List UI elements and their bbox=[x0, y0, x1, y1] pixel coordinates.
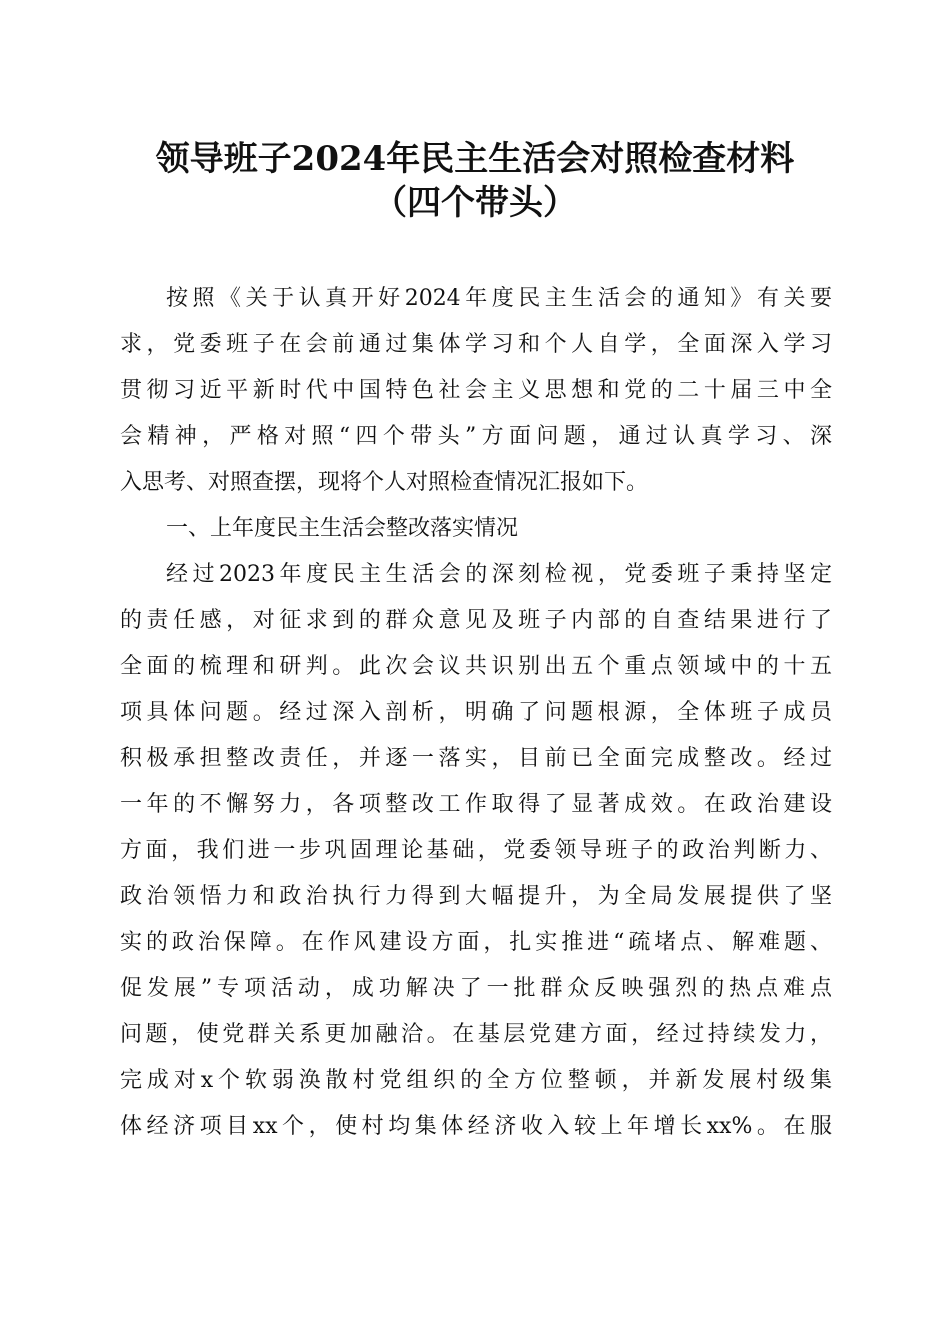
section-line: 积极承担整改责任，并逐一落实，目前已全面完成整改。经过 bbox=[120, 746, 832, 771]
section-line: 项具体问题。经过深入剖析，明确了问题根源，全体班子成员 bbox=[120, 700, 832, 725]
section-line: 的责任感，对征求到的群众意见及班子内部的自查结果进行了 bbox=[120, 608, 832, 633]
section-line: 经过2023年度民主生活会的深刻检视，党委班子秉持坚定 bbox=[166, 562, 832, 587]
intro-line: 入思考、对照查摆，现将个人对照检查情况汇报如下。 bbox=[120, 470, 649, 495]
section-line: 全面的梳理和研判。此次会议共识别出五个重点领域中的十五 bbox=[120, 654, 832, 679]
section-line: 实的政治保障。在作风建设方面，扎实推进“疏堵点、解难题、 bbox=[120, 930, 832, 955]
section-line: 问题，使党群关系更加融洽。在基层党建方面，经过持续发力， bbox=[120, 1022, 832, 1047]
section-heading: 一、上年度民主生活会整改落实情况 bbox=[166, 516, 519, 541]
document-body bbox=[120, 280, 832, 1154]
intro-line: 贯彻习近平新时代中国特色社会主义思想和党的二十届三中全 bbox=[120, 378, 832, 403]
section-line: 方面，我们进一步巩固理论基础，党委领导班子的政治判断力、 bbox=[120, 838, 832, 863]
section-line: 一年的不懈努力，各项整改工作取得了显著成效。在政治建设 bbox=[120, 792, 832, 817]
intro-line: 会精神，严格对照“四个带头”方面问题，通过认真学习、深 bbox=[120, 424, 832, 449]
section-line: 体经济项目xx个，使村均集体经济收入较上年增长xx%。在服 bbox=[120, 1114, 832, 1139]
intro-line: 求，党委班子在会前通过集体学习和个人自学，全面深入学习 bbox=[120, 332, 832, 357]
section-line: 促发展”专项活动，成功解决了一批群众反映强烈的热点难点 bbox=[120, 976, 832, 1001]
intro-line: 按照《关于认真开好2024年度民主生活会的通知》有关要 bbox=[166, 286, 832, 311]
section-line: 完成对x个软弱涣散村党组织的全方位整顿，并新发展村级集 bbox=[120, 1068, 832, 1093]
section-line: 政治领悟力和政治执行力得到大幅提升，为全局发展提供了坚 bbox=[120, 884, 832, 909]
document-subtitle: （四个带头） bbox=[373, 183, 577, 223]
document-title: 领导班子2024年民主生活会对照检查材料 bbox=[155, 139, 795, 179]
